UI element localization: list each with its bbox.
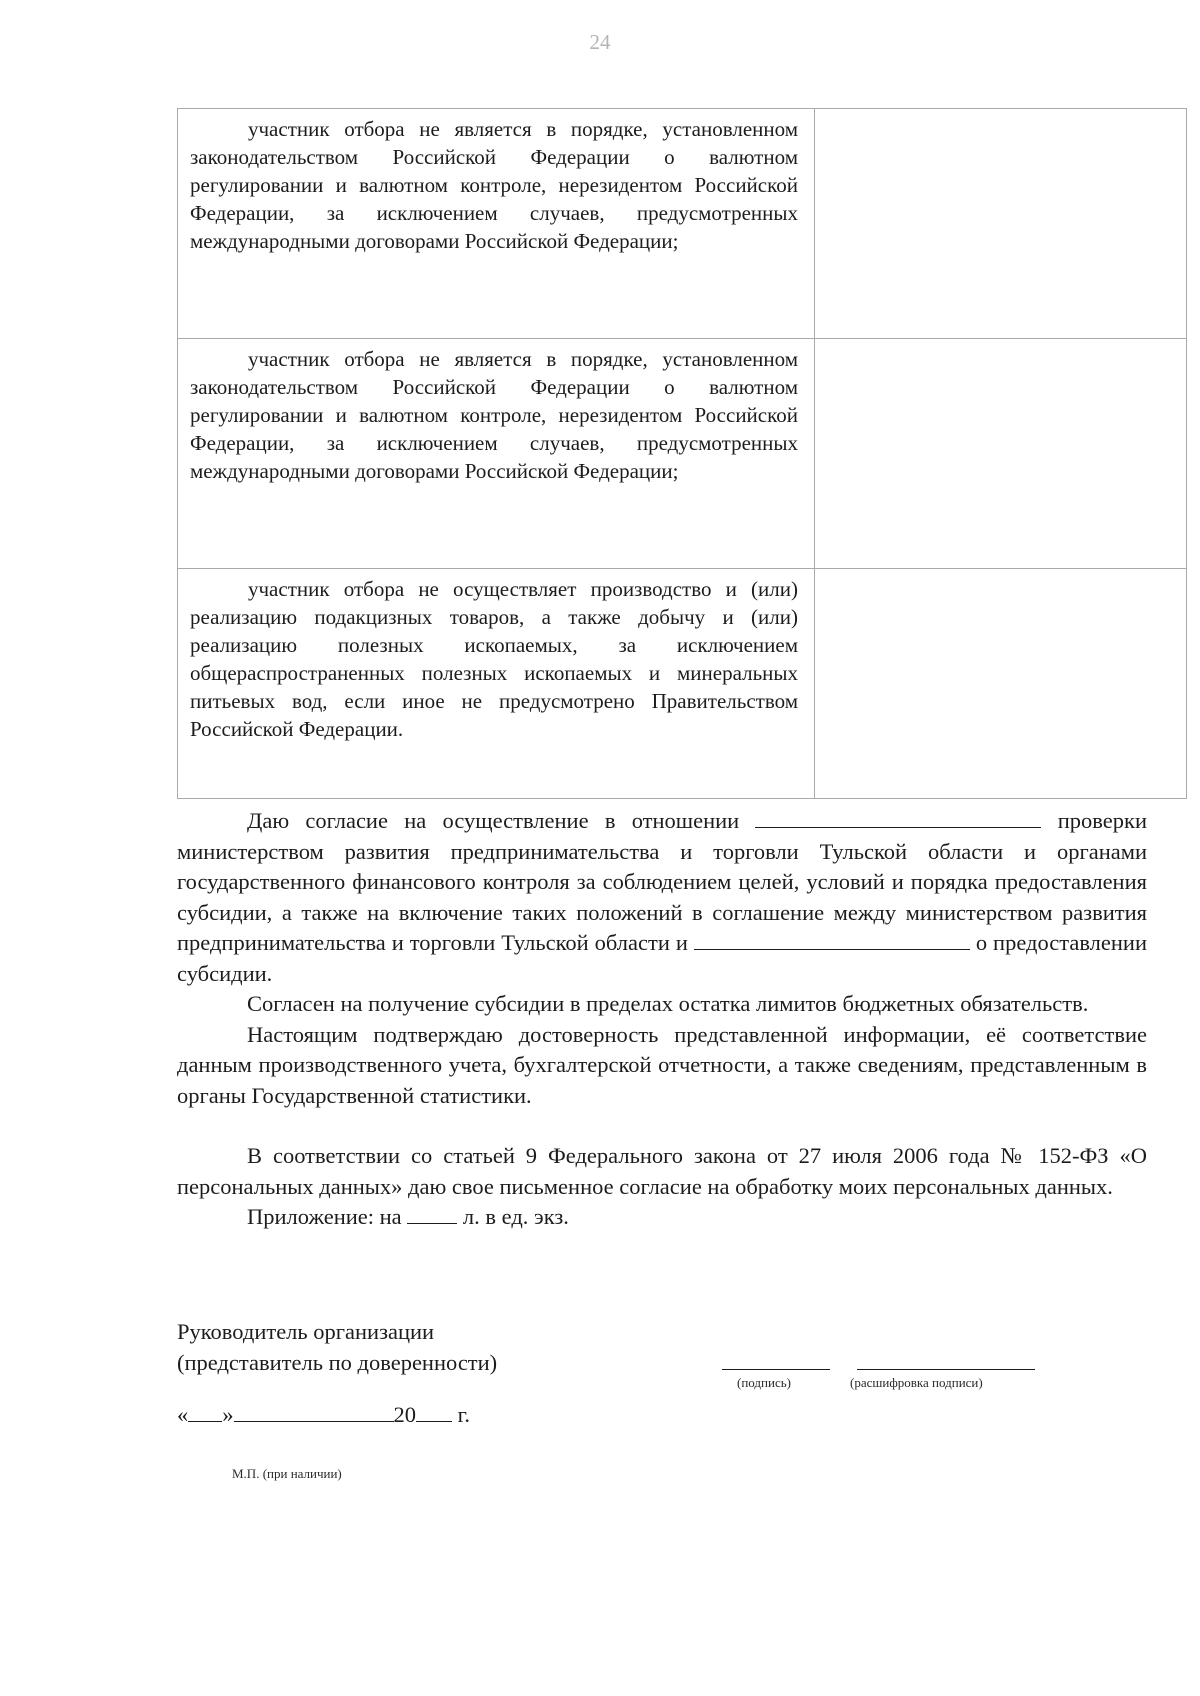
condition-text-cell bbox=[178, 339, 815, 569]
signature-decoding-blank[interactable] bbox=[857, 1369, 1035, 1370]
signature-decoding-caption: (расшифровка подписи) bbox=[850, 1375, 983, 1390]
signatory-info bbox=[177, 1317, 1157, 1431]
attachment-text-start: Приложение: на bbox=[247, 1204, 402, 1229]
date-month-blank[interactable] bbox=[234, 1401, 394, 1422]
date-year-prefix: 20 bbox=[393, 1402, 416, 1427]
attachment-text-end: л. в ед. экз. bbox=[462, 1204, 569, 1229]
table-row bbox=[178, 109, 1187, 339]
confirm-paragraph: Настоящим подтверждаю достоверность представленной информации, её соответствие данным производственного учета, бухгалтерской отчетности, а также сведениям, представленным в органы Государственной статистики. bbox=[177, 1021, 1147, 1108]
condition-text-cell bbox=[178, 569, 815, 799]
table-row bbox=[178, 339, 1187, 569]
personal-data-paragraph: В соответствии со статьей 9 Федерального закона от 27 июля 2006 года № 152-ФЗ «О персональных данных» даю свое письменное согласие на обработку моих персональных данных. bbox=[177, 1143, 1147, 1199]
date-line bbox=[177, 1400, 1157, 1431]
agree-limits-paragraph: Согласен на получение субсидии в пределах остатка лимитов бюджетных обязательств. bbox=[247, 991, 1089, 1016]
condition-mark-cell[interactable] bbox=[815, 109, 1187, 339]
signature-block bbox=[177, 1317, 1157, 1477]
recipient-name-blank[interactable] bbox=[694, 929, 970, 950]
signatory-title: Руководитель организации bbox=[177, 1319, 435, 1344]
table-row bbox=[178, 569, 1187, 799]
condition-text: участник отбора не является в порядке, установленном законодательством Российской Федерации о валютном регулировании и валютном контроле, нерезидентом Российской Федерации, за исключением случаев, предусмотренных международными договорами Российской Федерации; bbox=[190, 117, 798, 253]
signature-blank[interactable] bbox=[722, 1369, 830, 1370]
conditions-table bbox=[177, 108, 1187, 799]
consent-text-start: Даю согласие на осуществление в отношении bbox=[247, 808, 740, 833]
page-number: 24 bbox=[589, 30, 611, 54]
date-open-quote: « bbox=[177, 1402, 189, 1427]
condition-text-cell bbox=[178, 109, 815, 339]
signatory-subtitle: (представитель по доверенности) bbox=[177, 1349, 498, 1375]
consent-text-end: о предоставлении субсидии. bbox=[177, 930, 1148, 986]
declaration-body bbox=[177, 806, 1147, 1233]
condition-text: участник отбора не осуществляет производство и (или) реализацию подакцизных товаров, а также добычу и (или) реализацию полезных ископаемых, за исключением общераспространенных полезных ископаемых и минеральных питьевых вод, если иное не предусмотрено Правительством Российской Федерации. bbox=[190, 577, 798, 741]
date-day-blank[interactable] bbox=[188, 1401, 222, 1422]
consent-paragraph bbox=[177, 806, 1147, 989]
condition-text: участник отбора не является в порядке, установленном законодательством Российской Федерации о валютном регулировании и валютном контроле, нерезидентом Российской Федерации, за исключением случаев, предусмотренных международными договорами Российской Федерации; bbox=[190, 347, 798, 483]
condition-mark-cell[interactable] bbox=[815, 569, 1187, 799]
attachment-line bbox=[177, 1202, 1147, 1233]
date-year-blank[interactable] bbox=[416, 1401, 452, 1422]
signature-caption: (подпись) bbox=[737, 1375, 791, 1390]
date-year-suffix: г. bbox=[457, 1402, 470, 1427]
condition-mark-cell[interactable] bbox=[815, 339, 1187, 569]
applicant-name-blank[interactable] bbox=[755, 807, 1041, 828]
date-close-quote: » bbox=[222, 1402, 234, 1427]
consent-text-middle: проверки министерством развития предпринимательства и торговли Тульской области и органами государственного финансового контроля за соблюдением целей, условий и порядка предоставления субсидии, а также на включение таких положений в соглашение между министерством развития предпринимательства и торговли Тульской области и bbox=[177, 808, 1147, 955]
stamp-note: М.П. (при наличии) bbox=[232, 1466, 342, 1481]
attachment-sheets-blank[interactable] bbox=[407, 1203, 457, 1224]
